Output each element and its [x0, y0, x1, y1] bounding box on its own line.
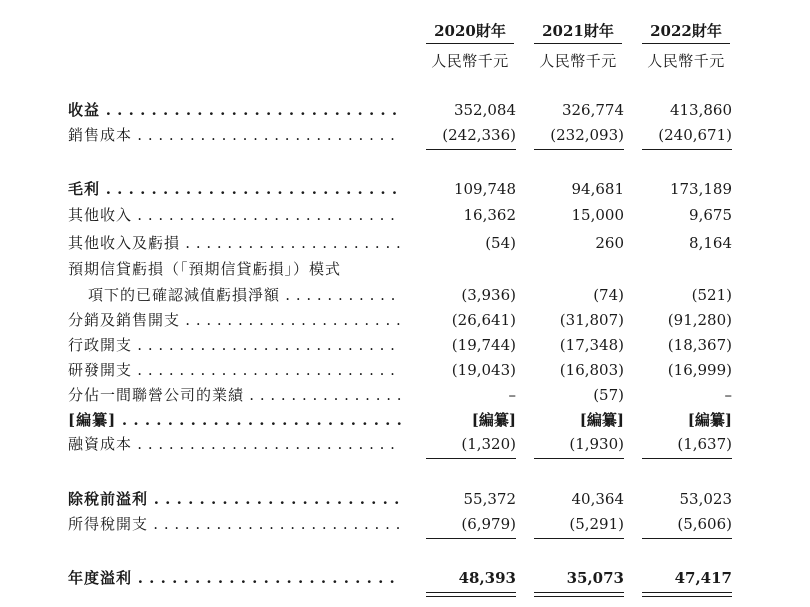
- row-rnd-expenses: [0, 359, 810, 381]
- row-ecl-impairment: [0, 284, 810, 306]
- value-2022: 53,023: [679, 490, 732, 508]
- value-2020: (3,936): [461, 286, 516, 304]
- value-2021: (16,803): [559, 361, 624, 379]
- row-distribution-expenses: [0, 309, 810, 331]
- row-finance-costs: [0, 433, 810, 455]
- value-2021: (1,930): [569, 435, 624, 453]
- value-2022: [編纂]: [687, 411, 732, 429]
- subtotal-rule: [426, 458, 516, 459]
- header-underline: [534, 43, 622, 44]
- row-income-tax: [0, 513, 810, 535]
- value-2021: 260: [595, 234, 624, 252]
- value-2021: (232,093): [550, 126, 624, 144]
- value-2021: (57): [593, 386, 624, 404]
- subtotal-rule: [426, 538, 516, 539]
- row-label: 除稅前溢利 . . .: [68, 488, 402, 510]
- value-2021: 326,774: [561, 101, 624, 119]
- value-2020: (19,043): [451, 361, 516, 379]
- row-label: 預期信貸虧損（「預期信貸虧損」）模式: [68, 260, 342, 278]
- row-label: 研發開支 . . .: [68, 359, 402, 381]
- value-2022: 173,189: [669, 180, 732, 198]
- value-2022: 8,164: [689, 234, 732, 252]
- value-2022: (5,606): [677, 515, 732, 533]
- row-share-of-associate: [0, 384, 810, 406]
- value-2020: (6,979): [461, 515, 516, 533]
- value-2021: (17,348): [559, 336, 624, 354]
- value-2020: (26,641): [451, 311, 516, 329]
- row-label: 其他收入及虧損 . . .: [68, 232, 402, 254]
- value-2021: (5,291): [569, 515, 624, 533]
- row-other-income: [0, 204, 810, 226]
- value-2020: (1,320): [461, 435, 516, 453]
- value-2022: (240,671): [658, 126, 732, 144]
- row-label: 行政開支 . . .: [68, 334, 402, 356]
- row-label: 毛利 . . .: [68, 178, 402, 200]
- row-gross-profit: [0, 178, 810, 200]
- row-label: 分銷及銷售開支 . . .: [68, 309, 402, 331]
- total-double-rule: [642, 592, 732, 597]
- value-2022: –: [724, 386, 732, 404]
- value-2022: (521): [691, 286, 732, 304]
- header-unit: 人民幣千元: [647, 52, 725, 70]
- header-year-2020: 2020財年: [434, 22, 506, 40]
- row-profit-for-year: [0, 567, 810, 589]
- row-cost-of-sales: [0, 124, 810, 146]
- value-2020: 16,362: [463, 206, 516, 224]
- subtotal-rule: [642, 149, 732, 150]
- header-unit: 人民幣千元: [539, 52, 617, 70]
- value-2020: (242,336): [442, 126, 516, 144]
- row-label: [編纂] . . .: [68, 409, 402, 431]
- value-2022: 9,675: [689, 206, 732, 224]
- row-label: 其他收入 . . .: [68, 204, 402, 226]
- value-2021: 35,073: [566, 569, 624, 587]
- total-double-rule: [426, 592, 516, 597]
- row-revenue: [0, 99, 810, 121]
- subtotal-rule: [642, 458, 732, 459]
- value-2020: 48,393: [458, 569, 516, 587]
- row-admin-expenses: [0, 334, 810, 356]
- value-2021: (74): [593, 286, 624, 304]
- value-2022: 413,860: [669, 101, 732, 119]
- subtotal-rule: [534, 458, 624, 459]
- value-2021: 94,681: [571, 180, 624, 198]
- value-2020: –: [508, 386, 516, 404]
- value-2020: 55,372: [463, 490, 516, 508]
- row-label: 年度溢利 . . .: [68, 567, 402, 589]
- value-2022: (91,280): [667, 311, 732, 329]
- value-2022: (1,637): [677, 435, 732, 453]
- header-unit: 人民幣千元: [431, 52, 509, 70]
- row-label: 融資成本 . . .: [68, 433, 402, 455]
- total-double-rule: [534, 592, 624, 597]
- subtotal-rule: [642, 538, 732, 539]
- row-redacted: [0, 409, 810, 431]
- row-profit-before-tax: [0, 488, 810, 510]
- header-year-2021: 2021財年: [542, 22, 614, 40]
- header-underline: [642, 43, 730, 44]
- value-2020: 352,084: [453, 101, 516, 119]
- value-2022: (18,367): [667, 336, 732, 354]
- subtotal-rule: [534, 538, 624, 539]
- value-2022: (16,999): [667, 361, 732, 379]
- value-2020: (54): [485, 234, 516, 252]
- value-2021: 15,000: [571, 206, 624, 224]
- value-2020: [編纂]: [471, 411, 516, 429]
- row-other-gains-losses: [0, 232, 810, 254]
- value-2021: (31,807): [559, 311, 624, 329]
- row-label: 所得稅開支 . . .: [68, 513, 402, 535]
- row-label: 銷售成本 . . .: [68, 124, 402, 146]
- value-2021: [編纂]: [579, 411, 624, 429]
- subtotal-rule: [426, 149, 516, 150]
- subtotal-rule: [534, 149, 624, 150]
- value-2021: 40,364: [571, 490, 624, 508]
- value-2022: 47,417: [674, 569, 732, 587]
- row-label: 收益 . . .: [68, 99, 402, 121]
- header-underline: [426, 43, 514, 44]
- value-2020: (19,744): [451, 336, 516, 354]
- row-label: 項下的已確認減值虧損淨額 . . .: [88, 284, 402, 306]
- row-ecl-heading: [0, 258, 810, 280]
- value-2020: 109,748: [453, 180, 516, 198]
- row-label: 分佔一間聯營公司的業績 . . .: [68, 384, 402, 406]
- header-year-2022: 2022財年: [650, 22, 722, 40]
